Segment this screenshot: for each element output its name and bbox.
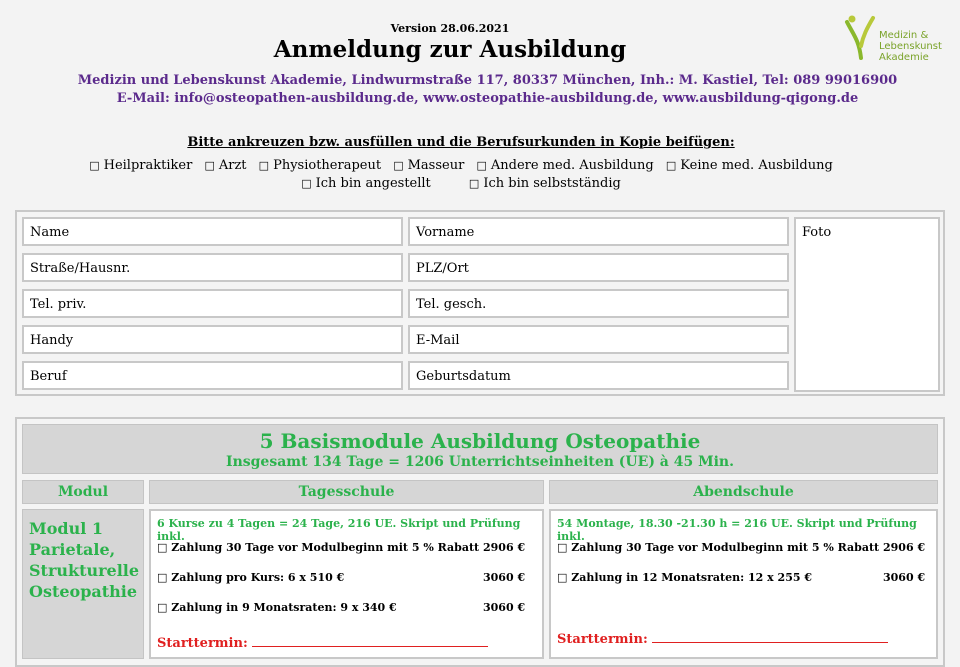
checkbox-arzt[interactable]: [204, 158, 246, 173]
payment-label: □ Zahlung in 9 Monatsraten: 9 x 340 €: [157, 601, 397, 614]
start-date-label: Starttermin:: [157, 636, 248, 651]
instructions-heading: Bitte ankreuzen bzw. ausfüllen und die Berufsurkunden in Kopie beifügen:: [187, 135, 735, 150]
course-header: [22, 424, 938, 474]
payment-label: □ Zahlung 30 Tage vor Modulbeginn mit 5 % Rabatt: [557, 541, 880, 554]
course-subtitle: Insgesamt 134 Tage = 1206 Unterrichtseinheiten (UE) à 45 Min.: [226, 454, 734, 470]
checkbox-label: Andere med. Ausbildung: [490, 158, 654, 173]
checkbox-label: Ich bin angestellt: [315, 176, 431, 191]
checkbox-masseur[interactable]: [393, 158, 464, 173]
academy-logo: [843, 14, 953, 70]
checkbox-angestellt[interactable]: [301, 176, 431, 191]
course-title: 5 Basismodule Ausbildung Osteopathie: [259, 429, 701, 453]
logo-line: Medizin &: [879, 30, 929, 41]
photo-box[interactable]: Foto: [794, 217, 940, 392]
payment-label: □ Zahlung pro Kurs: 6 x 510 €: [157, 571, 345, 584]
payment-option[interactable]: [157, 541, 527, 554]
name-field[interactable]: Name: [22, 217, 403, 246]
payment-amount: 2906 €: [483, 541, 526, 554]
version-label: Version 28.06.2021: [390, 22, 510, 35]
tagesschule-panel: [149, 509, 544, 659]
start-date-field[interactable]: [157, 635, 488, 651]
module-name: Modul 1 Parietale, Strukturelle Osteopathie: [22, 509, 144, 659]
start-date-line[interactable]: [652, 631, 888, 643]
profession-checkboxes: [0, 158, 922, 173]
checkbox-square-icon[interactable]: □: [258, 159, 270, 172]
payment-label: □ Zahlung in 12 Monatsraten: 12 x 255 €: [557, 571, 812, 584]
checkbox-square-icon[interactable]: □: [665, 159, 677, 172]
street-field[interactable]: Straße/Hausnr.: [22, 253, 403, 282]
phone-private-field[interactable]: Tel. priv.: [22, 289, 403, 318]
payment-amount: 3060 €: [883, 571, 926, 584]
birthdate-field[interactable]: Geburtsdatum: [408, 361, 789, 390]
payment-amount: 3060 €: [483, 601, 526, 614]
column-header-abendschule: Abendschule: [549, 480, 938, 504]
tagesschule-summary: 6 Kurse zu 4 Tagen = 24 Tage, 216 UE. Skript und Prüfung inkl.: [157, 517, 521, 543]
checkbox-physiotherapeut[interactable]: [259, 158, 381, 173]
address-line: Medizin und Lebenskunst Akademie, Lindwurmstraße 117, 80337 München, Inh.: M. Kastiel, Tel: 089 99016900: [77, 73, 898, 88]
payment-option[interactable]: [557, 541, 927, 554]
checkbox-label: Arzt: [218, 158, 247, 173]
payment-option[interactable]: [157, 571, 527, 584]
checkbox-square-icon[interactable]: □: [476, 159, 487, 172]
profession-field[interactable]: Beruf: [22, 361, 403, 390]
checkbox-andere-ausbildung[interactable]: [476, 158, 653, 173]
checkbox-square-icon[interactable]: □: [89, 159, 100, 172]
email-field[interactable]: E-Mail: [408, 325, 789, 354]
column-header-tagesschule: Tagesschule: [149, 480, 544, 504]
checkbox-label: Heilpraktiker: [103, 158, 193, 173]
payment-amount: 3060 €: [483, 571, 526, 584]
vorname-field[interactable]: Vorname: [408, 217, 789, 246]
logo-figure-icon: [843, 14, 879, 64]
checkbox-selbststaendig[interactable]: [469, 176, 621, 191]
start-date-field[interactable]: [557, 631, 888, 647]
abendschule-panel: [549, 509, 938, 659]
payment-label: □ Zahlung 30 Tage vor Modulbeginn mit 5 % Rabatt: [157, 541, 480, 554]
course-section: [15, 417, 945, 667]
page-title: Anmeldung zur Ausbildung: [273, 36, 627, 63]
logo-wordmark: [879, 30, 942, 63]
payment-option[interactable]: [557, 571, 927, 584]
checkbox-square-icon[interactable]: □: [204, 159, 215, 172]
checkbox-heilpraktiker[interactable]: [89, 158, 192, 173]
personal-data-section: [15, 210, 945, 396]
checkbox-square-icon[interactable]: □: [393, 159, 404, 172]
checkbox-label: Keine med. Ausbildung: [680, 158, 833, 173]
payment-option[interactable]: [157, 601, 527, 614]
phone-business-field[interactable]: Tel. gesch.: [408, 289, 789, 318]
mobile-field[interactable]: Handy: [22, 325, 403, 354]
logo-line: Akademie: [879, 52, 929, 63]
abendschule-summary: 54 Montage, 18.30 -21.30 h = 216 UE. Skript und Prüfung inkl.: [557, 517, 917, 543]
checkbox-label: Ich bin selbstständig: [483, 176, 621, 191]
column-header-modul: Modul: [22, 480, 144, 504]
checkbox-square-icon[interactable]: □: [468, 177, 480, 190]
start-date-line[interactable]: [252, 635, 488, 647]
payment-amount: 2906 €: [883, 541, 926, 554]
logo-line: Lebenskunst: [879, 41, 942, 52]
contact-line: E-Mail: info@osteopathen-ausbildung.de, www.osteopathie-ausbildung.de, www.ausbildung-qigong.de: [116, 91, 859, 106]
employment-checkboxes: [0, 176, 922, 191]
checkbox-label: Masseur: [407, 158, 465, 173]
checkbox-label: Physiotherapeut: [273, 158, 382, 173]
start-date-label: Starttermin:: [557, 632, 648, 647]
checkbox-square-icon[interactable]: □: [301, 177, 312, 190]
plz-ort-field[interactable]: PLZ/Ort: [408, 253, 789, 282]
checkbox-keine-ausbildung[interactable]: [666, 158, 833, 173]
